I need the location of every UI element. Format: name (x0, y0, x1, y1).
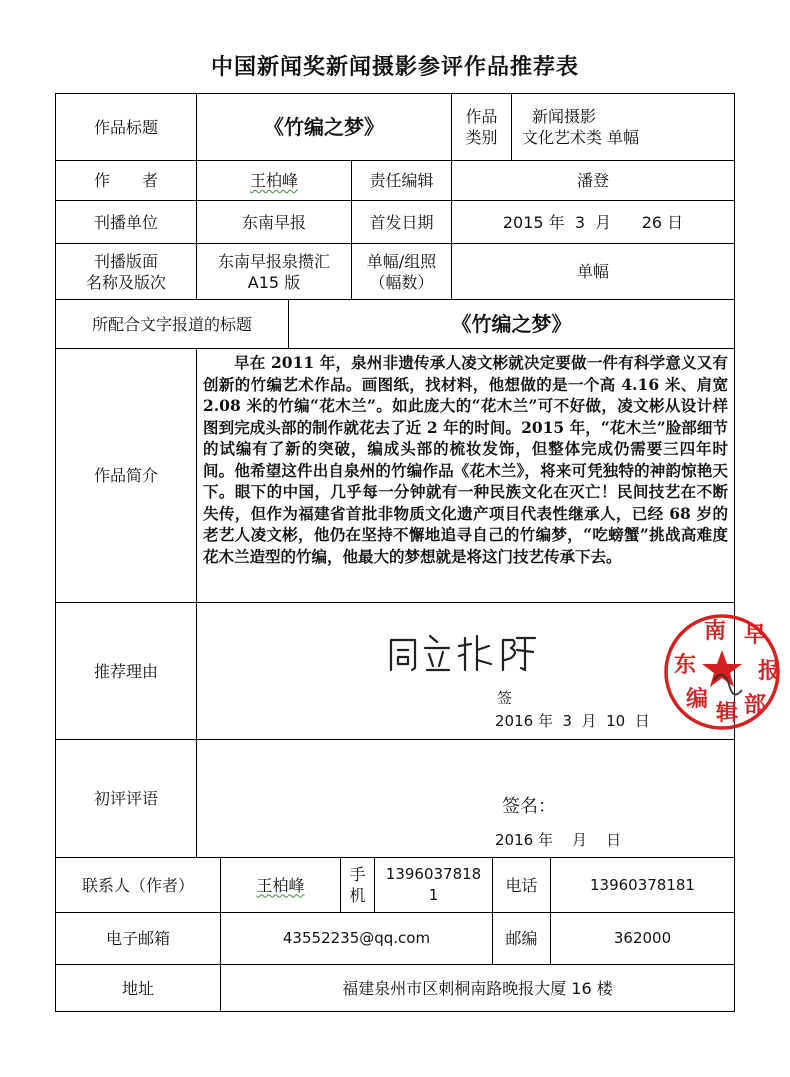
row-report-title (56, 299, 734, 348)
first-date-label: 首发日期 (351, 201, 451, 243)
recommendation-sign-label: 签 (497, 689, 513, 707)
photo-count-label-line-2: （幅数） (369, 272, 434, 292)
recommendation-content (196, 603, 781, 739)
contact-value-cell (220, 858, 340, 912)
recommendation-date: 2016 年 3 月 10 日 (495, 712, 650, 730)
recommendation-label: 推荐理由 (93, 661, 158, 681)
svg-text:东: 东 (674, 653, 697, 678)
first-date-value: 2015 年 3 月 26 日 (451, 201, 734, 243)
form-title: 中国新闻奖新闻摄影参评作品推荐表 (210, 55, 579, 80)
report-title-value: 《竹编之梦》 (288, 300, 734, 348)
mobile-value-line-2: 1 (428, 886, 439, 904)
svg-text:辑: 辑 (716, 701, 739, 726)
row-publisher (56, 200, 734, 243)
category-value-line-1: 新闻摄影 (532, 107, 597, 126)
work-title-value: 《竹编之梦》 (196, 94, 451, 160)
publisher-label: 刊播单位 (93, 212, 158, 232)
category-value-line-2: 文化艺术类 单幅 (522, 128, 640, 147)
mobile-value-line-1: 1396037818 (385, 865, 482, 883)
row-edition (56, 243, 734, 299)
zip-value: 362000 (550, 913, 734, 964)
row-preliminary-comment (56, 739, 734, 857)
email-label: 电子邮箱 (105, 929, 170, 948)
row-work-title (56, 94, 734, 160)
row-email (56, 912, 734, 964)
recommendation-form-table (55, 93, 781, 1012)
editor-label: 责任编辑 (351, 161, 451, 200)
edition-label-line-1: 刊播版面 (93, 251, 158, 271)
edition-label-line-2: 名称及版次 (85, 272, 166, 292)
category-label-line-1: 作品 (465, 107, 498, 126)
author-value: 王柏峰 (249, 171, 298, 190)
svg-text:编: 编 (686, 687, 709, 712)
contact-label: 联系人（作者） (81, 875, 194, 895)
preliminary-date: 2016 年 月 日 (495, 831, 622, 849)
row-recommendation (56, 602, 781, 739)
phone-label: 电话 (492, 858, 550, 912)
photo-count-label (351, 244, 451, 299)
svg-text:报: 报 (758, 659, 781, 684)
zip-label: 邮编 (492, 913, 550, 964)
introduction-text: 早在 2011 年，泉州非遗传承人凌文彬就决定要做一件有科学意义又有创新的竹编艺术作品。画图纸，找材料，他想做的是一个高 4.16 米、肩宽 2.08 米的竹编“花木兰”。如此庞大的“花木兰”可不好做，凌文彬从设计样图到完成头部的制作就花去了近 2 年的时间。2015 年，“花木兰”脸部细节的试编有了新的突破，编成头部的梳妆发饰，但整体完成仍需要三四年时间。他希望这件出自泉州的竹编作品《花木兰》，将来可凭独特的神韵惊艳天下。眼下的中国，几乎每一分钟就有一种民族文化在灭亡！民间技艺在不断失传，但作为福建省首批非物质文化遗产项目代表性继承人，已经 68 岁的老艺人凌文彬，他仍在坚持不懈地追寻自己的竹编梦，“吃螃蟹”挑战高难度花木兰造型的竹编，他最大的梦想就是将这门技艺传承下去。 (196, 349, 734, 602)
mobile-label (340, 858, 374, 912)
handwritten-approval-signature (385, 630, 545, 680)
svg-text:部: 部 (744, 693, 767, 718)
work-title-label: 作品标题 (93, 117, 158, 137)
row-author (56, 160, 734, 200)
editor-value: 潘登 (451, 161, 734, 200)
edition-value-line-1: 东南早报泉攒汇 (217, 251, 330, 271)
category-value (511, 94, 734, 160)
email-value: 43552235@qq.com (220, 913, 492, 964)
edition-label (56, 244, 196, 299)
address-label: 地址 (121, 978, 154, 998)
svg-text:早: 早 (744, 623, 767, 648)
edition-value (196, 244, 351, 299)
svg-text:南: 南 (704, 619, 727, 644)
row-address (56, 964, 734, 1011)
phone-value: 13960378181 (550, 858, 734, 912)
publisher-value: 东南早报 (196, 201, 351, 243)
row-introduction (56, 348, 734, 602)
introduction-label: 作品简介 (93, 466, 158, 485)
mobile-value (374, 858, 492, 912)
preliminary-comment-content[interactable] (196, 740, 734, 857)
author-value-cell (196, 161, 351, 200)
photo-count-value: 单幅 (451, 244, 734, 299)
preliminary-sign-label: 签名： (502, 796, 556, 817)
address-value: 福建泉州市区刺桐南路晚报大厦 16 楼 (220, 965, 734, 1011)
row-contact (56, 857, 734, 912)
category-label (451, 94, 511, 160)
contact-value: 王柏峰 (256, 875, 305, 895)
category-label-line-2: 类别 (465, 128, 498, 147)
edition-value-line-2: A15 版 (247, 272, 301, 292)
preliminary-comment-label: 初评评语 (93, 789, 158, 808)
editorial-department-stamp (652, 608, 790, 735)
photo-count-label-line-1: 单幅/组照 (366, 251, 437, 271)
author-label: 作 者 (93, 171, 158, 190)
report-title-label: 所配合文字报道的标题 (91, 314, 252, 334)
mobile-label-line-1: 手 (349, 865, 366, 884)
mobile-label-line-2: 机 (349, 886, 366, 905)
stamp-star-icon (702, 650, 742, 687)
